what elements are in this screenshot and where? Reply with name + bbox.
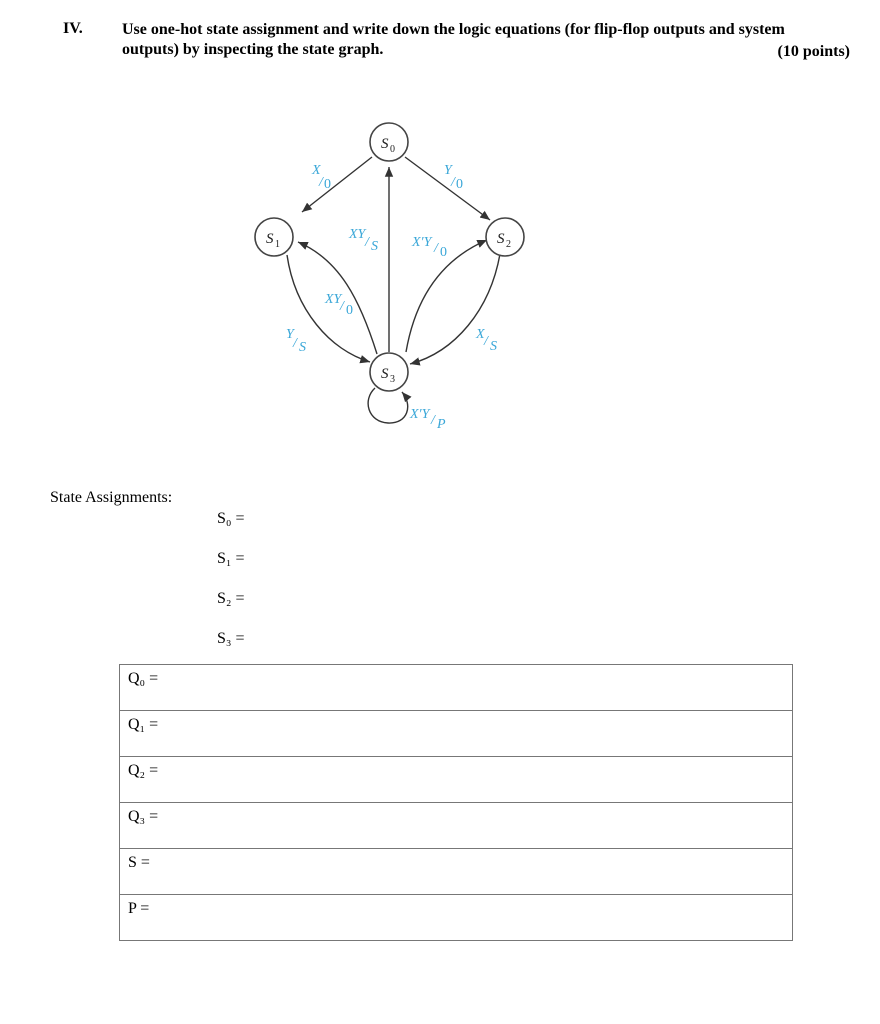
label-s3-s1 <box>324 292 353 318</box>
edge-s3-self <box>368 388 408 423</box>
equation-row <box>120 849 793 895</box>
svg-text:2: 2 <box>506 239 511 250</box>
svg-text:S: S <box>497 231 505 247</box>
question-text: Use one-hot state assignment and write down the logic equations (for flip-flop outputs and system outputs) by inspecting the state graph. <box>122 21 785 58</box>
svg-text:X′Y: X′Y <box>410 407 430 422</box>
svg-text:S: S <box>381 366 389 382</box>
svg-text:S: S <box>299 340 306 355</box>
equation-q1[interactable]: Q₁ = <box>120 711 793 757</box>
node-s1 <box>255 218 293 256</box>
node-s2 <box>486 218 524 256</box>
svg-text:0: 0 <box>456 177 463 192</box>
label-s0-s1 <box>311 163 331 192</box>
equation-row <box>120 757 793 803</box>
assignment-s1: S₁ = <box>217 550 245 567</box>
equation-q2[interactable]: Q₂ = <box>120 757 793 803</box>
equation-s[interactable]: S = <box>120 849 793 895</box>
label-s2-s3-x <box>475 327 497 354</box>
equation-p[interactable]: P = <box>120 895 793 941</box>
svg-text:/: / <box>484 334 488 349</box>
equation-q0[interactable]: Q₀ = <box>120 665 793 711</box>
svg-text:1: 1 <box>275 239 280 250</box>
svg-text:0: 0 <box>440 245 447 260</box>
equation-row <box>120 895 793 941</box>
svg-text:0: 0 <box>346 303 353 318</box>
label-s3-s0 <box>348 227 378 254</box>
svg-text:X: X <box>476 327 485 342</box>
svg-text:X′Y: X′Y <box>412 235 432 250</box>
svg-text:XY: XY <box>349 227 366 242</box>
svg-text:P: P <box>437 417 446 432</box>
svg-text:/: / <box>340 299 344 314</box>
svg-text:Y: Y <box>286 327 294 342</box>
state-assignments-title: State Assignments: <box>50 489 173 506</box>
svg-text:S: S <box>490 339 497 354</box>
equations-table <box>119 664 793 941</box>
svg-text:/: / <box>293 336 297 351</box>
question-number: IV. <box>63 20 83 37</box>
svg-text:0: 0 <box>324 177 331 192</box>
svg-text:/: / <box>365 235 369 250</box>
equation-row <box>120 665 793 711</box>
node-s3 <box>370 353 408 391</box>
assignment-s0: S₀ = <box>217 510 245 527</box>
svg-text:3: 3 <box>390 374 395 385</box>
label-s1-s3 <box>286 327 306 355</box>
equation-q3[interactable]: Q₃ = <box>120 803 793 849</box>
svg-text:X: X <box>312 163 321 178</box>
svg-text:/: / <box>319 175 323 190</box>
state-graph <box>0 0 880 470</box>
svg-text:Y: Y <box>444 163 452 178</box>
svg-text:/: / <box>434 241 438 256</box>
assignment-s2: S₂ = <box>217 590 245 607</box>
svg-text:/: / <box>431 413 435 428</box>
equation-row <box>120 711 793 757</box>
svg-text:/: / <box>451 175 455 190</box>
label-s3-self <box>409 407 446 432</box>
svg-text:S: S <box>266 231 274 247</box>
svg-text:XY: XY <box>325 292 342 307</box>
assignment-s3: S₃ = <box>217 630 245 647</box>
question-points: (10 points) <box>777 43 850 60</box>
equation-row <box>120 803 793 849</box>
node-s0 <box>370 123 408 161</box>
label-s2-s3 <box>411 235 447 260</box>
svg-text:0: 0 <box>390 144 395 155</box>
svg-text:S: S <box>381 136 389 152</box>
svg-text:S: S <box>371 239 378 254</box>
